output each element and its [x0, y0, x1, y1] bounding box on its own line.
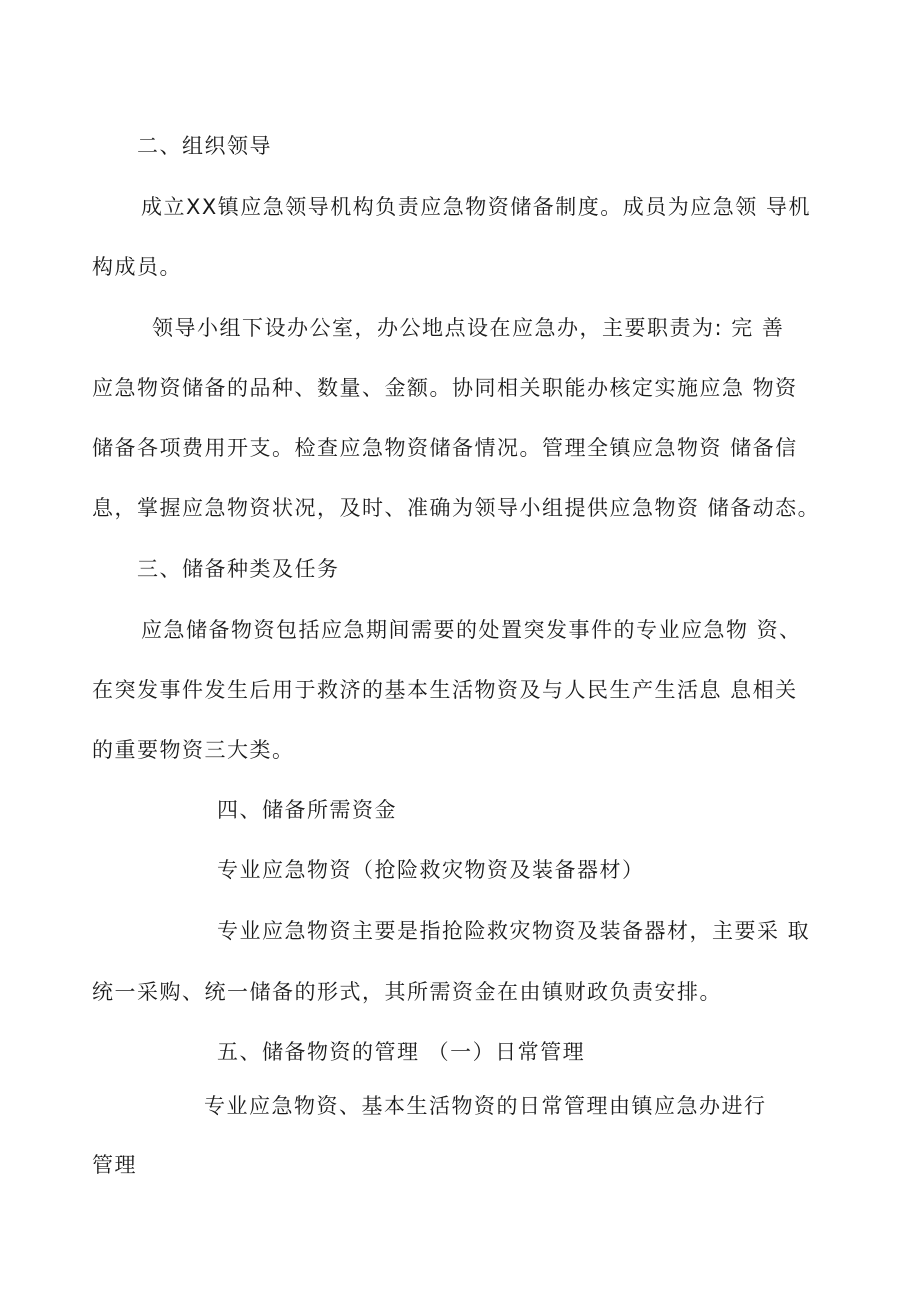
heading-reserve-funds: 四、储备所需资金 [217, 798, 397, 822]
paragraph-line: 构成员。 [92, 255, 182, 279]
paragraph-line: 专业应急物资、基本生活物资的日常管理由镇应急办进行 [204, 1094, 767, 1118]
heading-organization-leadership: 二、组织领导 [137, 134, 272, 158]
paragraph-line: 统一采购、统一储备的形式，其所需资金在由镇财政负责安排。 [92, 980, 722, 1004]
paragraph-line: 的重要物资三大类。 [92, 738, 295, 762]
paragraph-line: 息，掌握应急物资状况，及时、准确为领导小组提供应急物资 储备动态。 [92, 496, 821, 520]
paragraph-line: 应急储备物资包括应急期间需要的处置突发事件的专业应急物 资、 [141, 618, 802, 642]
heading-reserve-management: 五、储备物资的管理 （一）日常管理 [217, 1040, 586, 1064]
heading-reserve-types: 三、储备种类及任务 [137, 557, 340, 581]
paragraph-line: 领导小组下设办公室，办公地点设在应急办，主要职责为: 完 善 [152, 316, 785, 340]
paragraph-line: 管理 [92, 1153, 137, 1177]
paragraph-line: 专业应急物资主要是指抢险救灾物资及装备器材，主要采 取 [217, 919, 811, 943]
paragraph-line: 储备各项费用开支。检查应急物资储备情况。管理全镇应急物资 储备信 [92, 436, 798, 460]
subheading-professional-supplies: 专业应急物资（抢险救灾物资及装备器材） [217, 858, 645, 882]
paragraph-line: 在突发事件发生后用于救济的基本生活物资及与人民生产生活息 息相关 [92, 678, 798, 702]
paragraph-line: 成立XX镇应急领导机构负责应急物资储备制度。成员为应急领 导机 [141, 195, 811, 219]
paragraph-line: 应急物资储备的品种、数量、金额。协同相关职能办核定实施应急 物资 [92, 376, 798, 400]
